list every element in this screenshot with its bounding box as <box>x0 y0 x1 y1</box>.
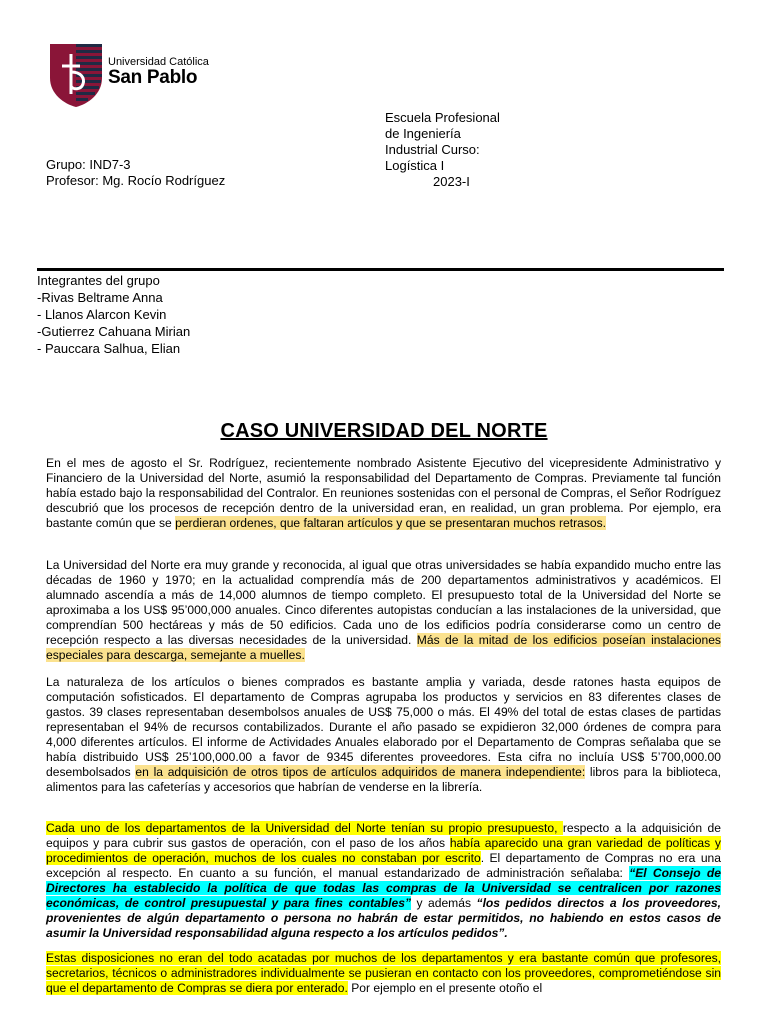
paragraph-1 <box>46 456 721 531</box>
member-item: -Rivas Beltrame Anna <box>37 290 163 305</box>
semester: 2023-I <box>433 174 470 189</box>
school-line-3: Industrial Curso: <box>385 142 480 157</box>
course-name: Logística I <box>385 158 445 173</box>
logo-san-pablo: San Pablo <box>108 67 198 88</box>
text-run: Por ejemplo en el presente otoño el <box>347 981 543 995</box>
paragraph-5 <box>46 951 721 996</box>
professor-label: Profesor: Mg. Rocío Rodríguez <box>46 173 226 188</box>
university-crest-icon <box>48 42 104 108</box>
highlighted-text: Más de la mitad de los edificios poseían instalaciones especiales para descarga, semejante a muelles. <box>46 633 721 662</box>
highlighted-text: Cada uno de los departamentos de la Universidad del Norte tenían su propio presupuesto, <box>46 821 563 835</box>
quoted-policy-text: “los pedidos directos a los proveedores, provenientes de algún departamento o persona no habrán de estar permitidos, no habiendo en estos casos de asumir la Universidad responsabilidad alguna respecto a los artículos pedidos”. <box>46 896 721 940</box>
highlighted-text: había aparecido una gran variedad de políticas y procedimientos de operación, muchos de los cuales no constaban por escrito <box>46 836 721 865</box>
paragraph-3 <box>46 675 721 795</box>
text-run: La Universidad del Norte era muy grande y reconocida, al igual que otras universidades se había expandido mucho entre las décadas de 1960 y 1970; en la actualidad comprendía más de 200 departamentos administrativos y académicos. El alumnado ascendía a más de 14,000 alumnos de tiempo completo. El presupuesto total de la Universidad del Norte se aproximaba a los US$ 95’000,000 anuales. Cinco diferentes autopistas conducían a las instalaciones de la universidad, que comprendían 500 hectáreas y más de 50 edificios. Cada uno de los edificios podría considerarse como un centro de recepción respecto a las diversas necesidades de la universidad. <box>46 558 721 647</box>
horizontal-divider <box>37 268 724 271</box>
paragraph-2 <box>46 558 721 663</box>
paragraph-4 <box>46 821 721 941</box>
group-members <box>37 272 190 357</box>
group-label: Grupo: IND7-3 <box>46 157 131 172</box>
text-run: . El departamento de Compras no era una excepción al respecto. En cuanto a su función, el manual estandarizado de administración señalaba: <box>46 851 721 880</box>
school-line-2: de Ingeniería <box>385 126 461 141</box>
text-run: y además <box>411 896 477 910</box>
highlighted-text: perdieran ordenes, que faltaran artículos y que se presentaran muchos retrasos. <box>175 516 607 530</box>
quoted-policy-text: “El Consejo de Directores ha establecido la política de que todas las compras de la Universidad se centralicen por razones económicas, de control presupuestal y para fines contables” <box>46 866 722 910</box>
member-item: -Gutierrez Cahuana Mirian <box>37 324 191 339</box>
members-heading: Integrantes del grupo <box>37 273 160 288</box>
text-run: respecto a la adquisición de equipos y para cubrir sus gastos de operación, con el paso de los años <box>46 821 721 850</box>
member-item: - Llanos Alarcon Kevin <box>37 307 167 322</box>
school-line-1: Escuela Profesional <box>385 110 500 125</box>
highlighted-text: Estas disposiciones no eran del todo acatadas por muchos de los departamentos y era bastante común que profesores, secretarios, técnicos o administradores individualmente se pusieran en contacto con los proveedores, comprometiéndose sin que el departamento de Compras se diera por enterado. <box>46 951 721 995</box>
document-title: CASO UNIVERSIDAD DEL NORTE <box>220 420 548 442</box>
highlighted-text: en la adquisición de otros tipos de artículos adquiridos de manera independiente: <box>135 765 586 779</box>
member-item: - Pauccara Salhua, Elian <box>37 341 181 356</box>
logo-university-name: Universidad Católica <box>108 56 209 68</box>
text-run: libros para la biblioteca, alimentos para las cafeterías y accesorios que habrían de venderse en la librería. <box>46 765 721 794</box>
text-run: La naturaleza de los artículos o bienes comprados es bastante amplia y variada, desde ratones hasta equipos de computación sofisticados. El departamento de Compras agrupaba los productos y servicios en 83 diferentes clases de gastos. 39 clases representaban desembolsos anuales de US$ 75,000 o más. El 49% del total de estas clases de partidas representaban el 94% de recursos contabilizados. Durante el año pasado se expidieron 32,000 órdenes de compra para 4,000 diferentes artículos. El informe de Actividades Anuales elaborado por el Departamento de Compras señalaba que se había distribuido US$ 25’100,000.00 a favor de 9345 diferentes proveedores. Esta cifra no incluía US$ 5’700,000.00 desembolsados <box>46 675 721 779</box>
text-run: En el mes de agosto el Sr. Rodríguez, recientemente nombrado Asistente Ejecutivo del vicepresidente Administrativo y Financiero de la Universidad del Norte, asumió la responsabilidad del Departamento de Compras. Previamente tal función había estado bajo la responsabilidad del Contralor. En reuniones sostenidas con el personal de Compras, el Señor Rodríguez descubrió que los procesos de recepción dentro de la universidad eran, en realidad, un gran problema. Por ejemplo, era bastante común que se <box>46 456 721 530</box>
